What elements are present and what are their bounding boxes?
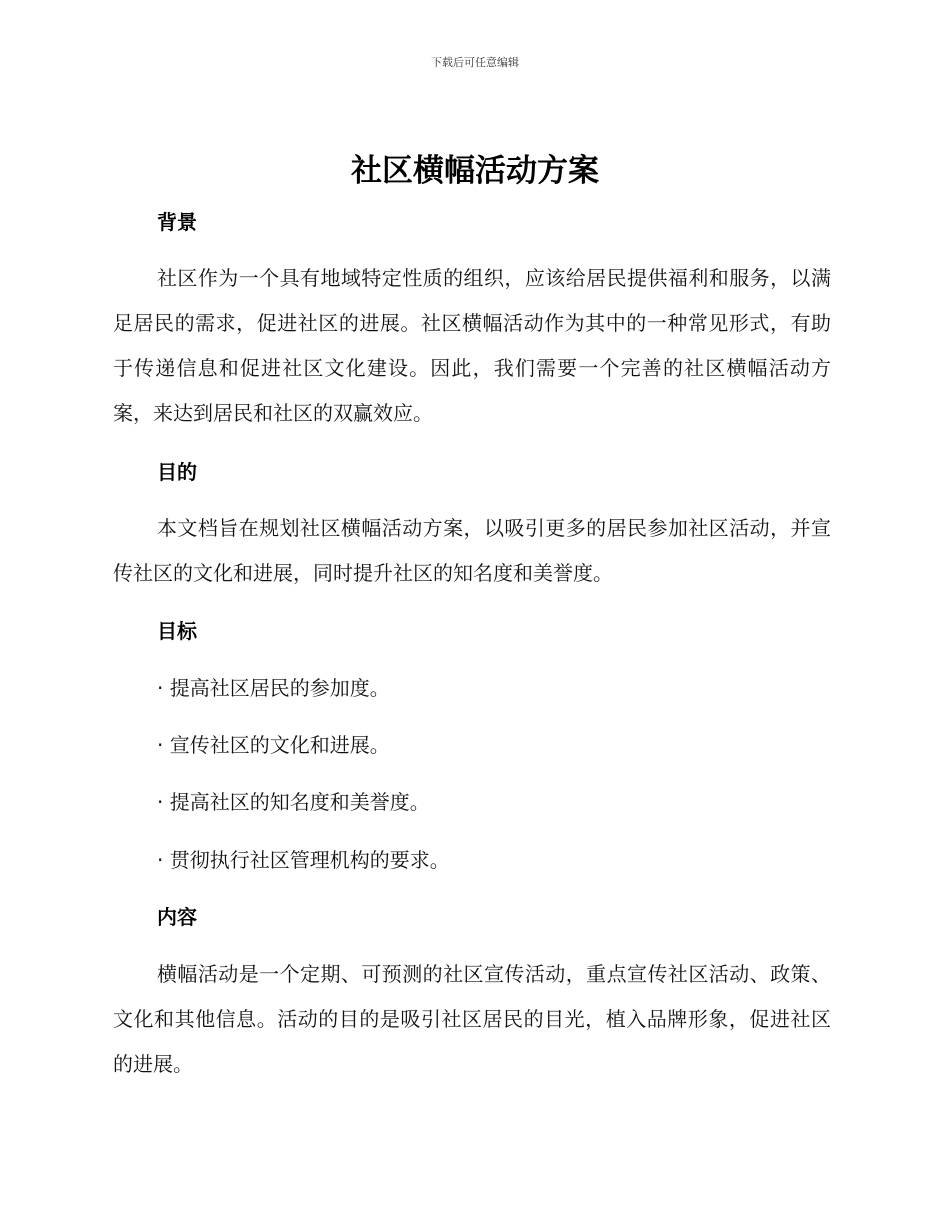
paragraph-purpose: 本文档旨在规划社区横幅活动方案，以吸引更多的居民参加社区活动，并宣传社区的文化和进展，同时提升社区的知名度和美誉度。 bbox=[113, 516, 831, 585]
goal-item: · 提高社区的知名度和美誉度。 bbox=[157, 790, 430, 814]
paragraph-background: 社区作为一个具有地域特定性质的组织，应该给居民提供福利和服务，以满足居民的需求，促进社区的进展。社区横幅活动作为其中的一种常见形式，有助于传递信息和促进社区文化建设。因此，我们需要一个完善的社区横幅活动方案，来达到居民和社区的双赢效应。 bbox=[113, 266, 831, 425]
heading-content: 内容 bbox=[157, 905, 197, 929]
goal-item: · 宣传社区的文化和进展。 bbox=[157, 733, 390, 757]
header-note: 下载后可任意编辑 bbox=[431, 56, 519, 69]
goal-item: · 贯彻执行社区管理机构的要求。 bbox=[157, 848, 450, 872]
goal-item: · 提高社区居民的参加度。 bbox=[157, 676, 390, 700]
paragraph-content: 横幅活动是一个定期、可预测的社区宣传活动，重点宣传社区活动、政策、文化和其他信息。活动的目的是吸引社区居民的目光，植入品牌形象，促进社区的进展。 bbox=[113, 962, 831, 1076]
heading-background: 背景 bbox=[157, 210, 197, 234]
document-title: 社区横幅活动方案 bbox=[351, 153, 599, 189]
heading-purpose: 目的 bbox=[157, 460, 197, 484]
heading-goals: 目标 bbox=[157, 619, 197, 643]
